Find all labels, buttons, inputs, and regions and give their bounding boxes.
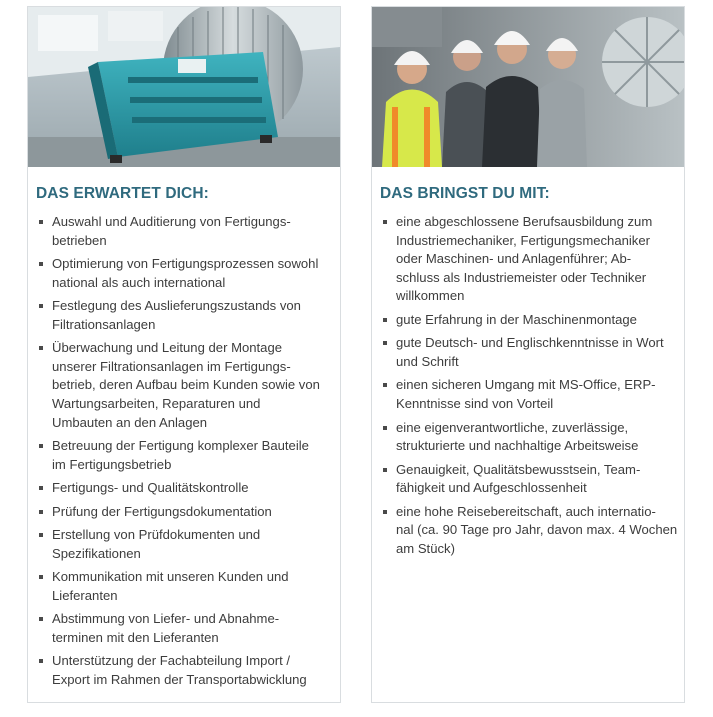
list-item: eine hohe Reisebereitschaft, auch internatio- nal (ca. 90 Tage pro Jahr, davon max. 4 Wochen am Stück) (380, 503, 678, 559)
requirements-list (380, 213, 678, 563)
expectations-card (27, 6, 341, 703)
list-item: Fertigungs- und Qualitätskontrolle (36, 479, 334, 498)
expectations-list (36, 213, 334, 694)
list-item: Unterstützung der Fachabteilung Import / Export im Rahmen der Transportabwicklung (36, 652, 334, 689)
list-item: Abstimmung von Liefer- und Abnahme- terminen mit den Lieferanten (36, 610, 334, 647)
list-item: eine abgeschlossene Berufsausbildung zum Industriemechaniker, Fertigungsmechaniker oder Maschinen- und Anlagenführer; Ab- schluss als Industriemeister oder Techniker willkommen (380, 213, 678, 306)
list-item: eine eigenverantwortliche, zuverlässige, strukturierte und nachhaltige Arbeitsweise (380, 419, 678, 456)
expectations-title: DAS ERWARTET DICH: (36, 185, 209, 202)
requirements-title: DAS BRINGST DU MIT: (380, 185, 550, 202)
list-item: Auswahl und Auditierung von Fertigungs- betrieben (36, 213, 334, 250)
list-item: gute Deutsch- und Englischkenntnisse in Wort und Schrift (380, 334, 678, 371)
list-item: Optimierung von Fertigungsprozessen sowohl national als auch international (36, 255, 334, 292)
list-item: Festlegung des Auslieferungszustands von Filtrationsanlagen (36, 297, 334, 334)
list-item: Kommunikation mit unseren Kunden und Lieferanten (36, 568, 334, 605)
engineers-team-photo (372, 7, 684, 167)
list-item: Überwachung und Leitung der Montage unserer Filtrationsanlagen im Fertigungs- betrieb, deren Aufbau beim Kunden sowie von Wartungsarbeiten, Reparaturen und Umbauten an den Anlagen (36, 339, 334, 432)
list-item: gute Erfahrung in der Maschinenmontage (380, 311, 678, 330)
list-item: Betreuung der Fertigung komplexer Bauteile im Fertigungsbetrieb (36, 437, 334, 474)
list-item: Genauigkeit, Qualitätsbewusstsein, Team- fähigkeit und Aufgeschlossenheit (380, 461, 678, 498)
list-item: einen sicheren Umgang mit MS-Office, ERP- Kenntnisse sind von Vorteil (380, 376, 678, 413)
list-item: Prüfung der Fertigungsdokumentation (36, 503, 334, 522)
list-item: Erstellung von Prüfdokumenten und Spezifikationen (36, 526, 334, 563)
filtration-machine-photo (28, 7, 340, 167)
requirements-card (371, 6, 685, 703)
